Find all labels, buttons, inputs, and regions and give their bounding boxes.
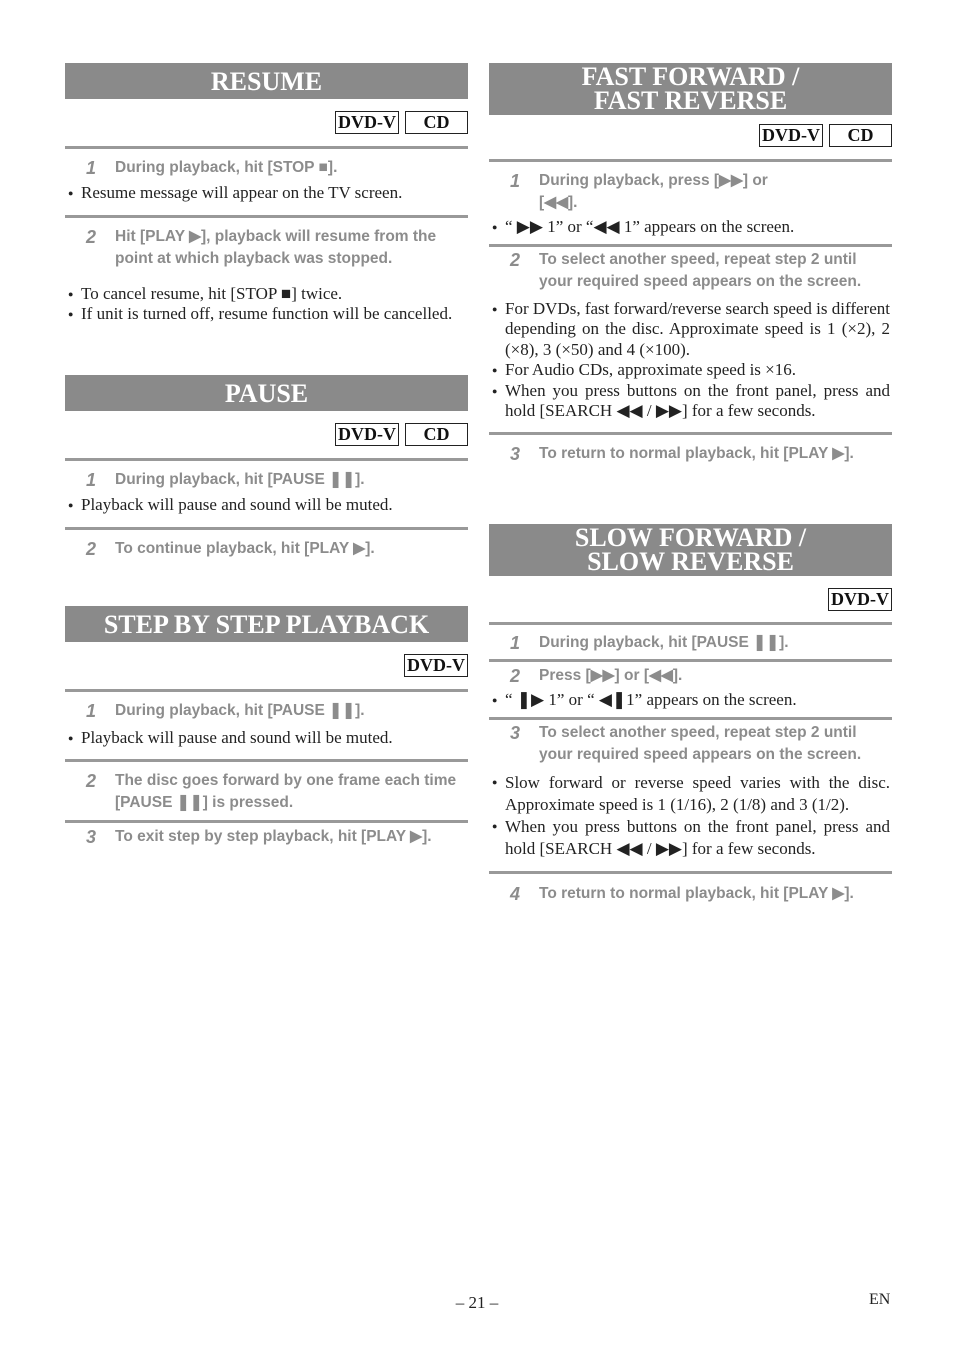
step-text: During playback, press [▶▶] or [◀◀]. [539,172,768,211]
pause-step-1 [65,469,468,491]
separator [65,527,468,530]
bullet-item: ● If unit is turned off, resume function will be cancelled. [81,304,466,325]
separator [65,215,468,218]
step-badges [65,642,468,692]
step-text: To exit step by step playback, hit [PLAY ▶]. [115,827,432,845]
resume-bullets-1 [65,183,468,204]
cd-badge: CD [405,423,468,446]
ff-step-2 [489,249,892,293]
ff-step-1 [489,170,892,214]
dvd-v-badge: DVD-V [759,124,823,147]
title-line: FAST FORWARD / [581,62,800,91]
separator [65,820,468,823]
step-step-3 [65,826,468,848]
step-number: 2 [86,226,97,247]
step-text: To select another speed, repeat step 2 until your required speed appears on the screen. [539,250,862,290]
step-text: During playback, hit [PAUSE ❚❚]. [115,471,365,488]
title-line: FAST REVERSE [593,86,788,115]
separator [489,432,892,435]
slow-forward-title [489,524,892,576]
separator [489,659,892,662]
separator [489,244,892,247]
cd-badge: CD [829,124,892,147]
step-number: 2 [510,249,521,270]
bullet-item: ● “ ❚▶ 1” or “ ◀❚1” appears on the screen. [505,690,890,711]
slow-badges [489,576,892,625]
step-number: 1 [510,171,521,191]
slow-body [489,576,892,905]
step-playback-body [65,642,468,848]
bullet-item: ● “ ▶▶ 1” or “◀◀ 1” appears on the screen. [505,217,890,238]
dvd-v-badge: DVD-V [335,423,399,446]
step-number: 1 [86,158,97,178]
pause-badges [65,411,468,461]
fast-forward-title [489,63,892,115]
resume-bullets-2 [65,284,468,325]
language-code: EN [869,1291,891,1308]
slow-step-1 [489,632,892,654]
resume-step-1 [65,157,468,179]
step-step-2 [65,770,468,814]
slow-bullets-1 [489,690,892,711]
step-text: To continue playback, hit [PLAY ▶]. [115,539,375,557]
step-number: 1 [86,470,97,490]
bullet-item: ● For DVDs, fast forward/reverse search speed is different depending on the disc. Approximate speed is 1 (×2), 2 (×8), 3 (×50) and 4 (×100). [505,299,890,361]
step-text: Hit [PLAY ▶], playback will resume from the point at which playback was stopped. [115,227,437,267]
separator [489,717,892,720]
dvd-v-badge: DVD-V [404,654,468,677]
step-number: 3 [510,722,521,743]
step-text: During playback, hit [PAUSE ❚❚]. [115,702,365,719]
step-text: Press [▶▶] or [◀◀]. [539,667,683,684]
left-column [65,63,468,847]
step-number: 2 [510,666,521,686]
dvd-v-badge: DVD-V [828,588,892,611]
pause-body [65,411,468,560]
page-number: – 21 – [455,1293,499,1312]
slow-step-2 [489,665,892,687]
bullet-item: ● To cancel resume, hit [STOP ■] twice. [81,284,466,305]
pause-bullets [65,495,468,516]
step-number: 1 [86,701,97,721]
ff-bullets-1 [489,217,892,238]
step-number: 3 [510,443,521,464]
slow-step-4 [489,883,892,905]
step-text: During playback, hit [STOP ■]. [115,159,338,176]
step-text: The disc goes forward by one frame each time [PAUSE ❚❚] is pressed. [115,771,457,811]
bullet-item: ● When you press buttons on the front panel, press and hold [SEARCH ◀◀ / ▶▶] for a few seconds. [505,381,890,422]
step-text: To select another speed, repeat step 2 until your required speed appears on the screen. [539,723,862,763]
pause-title: PAUSE [65,375,468,411]
step-step-1 [65,700,468,722]
step-number: 3 [86,826,97,847]
title-line: SLOW REVERSE [587,547,794,576]
separator [65,759,468,762]
bullet-item: ● When you press buttons on the front panel, press and hold [SEARCH ◀◀ / ▶▶] for a few seconds. [505,816,890,860]
pause-step-2 [65,538,468,560]
step-number: 2 [86,538,97,559]
resume-step-2 [65,226,468,270]
title-line: SLOW FORWARD / [574,523,807,552]
bullet-item: ● For Audio CDs, approximate speed is ×16. [505,360,890,381]
bullet-item: ● Slow forward or reverse speed varies with the disc. Approximate speed is 1 (1/16), 2 (1/8) and 3 (1/2). [505,772,890,816]
resume-title: RESUME [65,63,468,99]
step-playback-title: STEP BY STEP PLAYBACK [65,606,468,642]
step-text: During playback, hit [PAUSE ❚❚]. [539,634,789,651]
cd-badge: CD [405,111,468,134]
step-number: 4 [510,883,521,904]
step-number: 1 [510,633,521,653]
step-text: To return to normal playback, hit [PLAY ▶]. [539,884,854,902]
ff-badges [489,115,892,162]
bullet-item: ● Playback will pause and sound will be muted. [81,495,466,516]
ff-bullets-2 [489,299,892,422]
step-number: 2 [86,770,97,791]
step-bullets [65,728,468,749]
bullet-item: ● Resume message will appear on the TV screen. [81,183,466,204]
step-text: To return to normal playback, hit [PLAY ▶]. [539,444,854,462]
ff-step-3 [489,443,892,465]
dvd-v-badge: DVD-V [335,111,399,134]
separator [489,871,892,874]
resume-badges [65,99,468,149]
slow-step-3 [489,722,892,766]
right-column [489,62,892,904]
slow-bullets-2 [489,772,892,860]
bullet-item: ● Playback will pause and sound will be muted. [81,728,466,749]
